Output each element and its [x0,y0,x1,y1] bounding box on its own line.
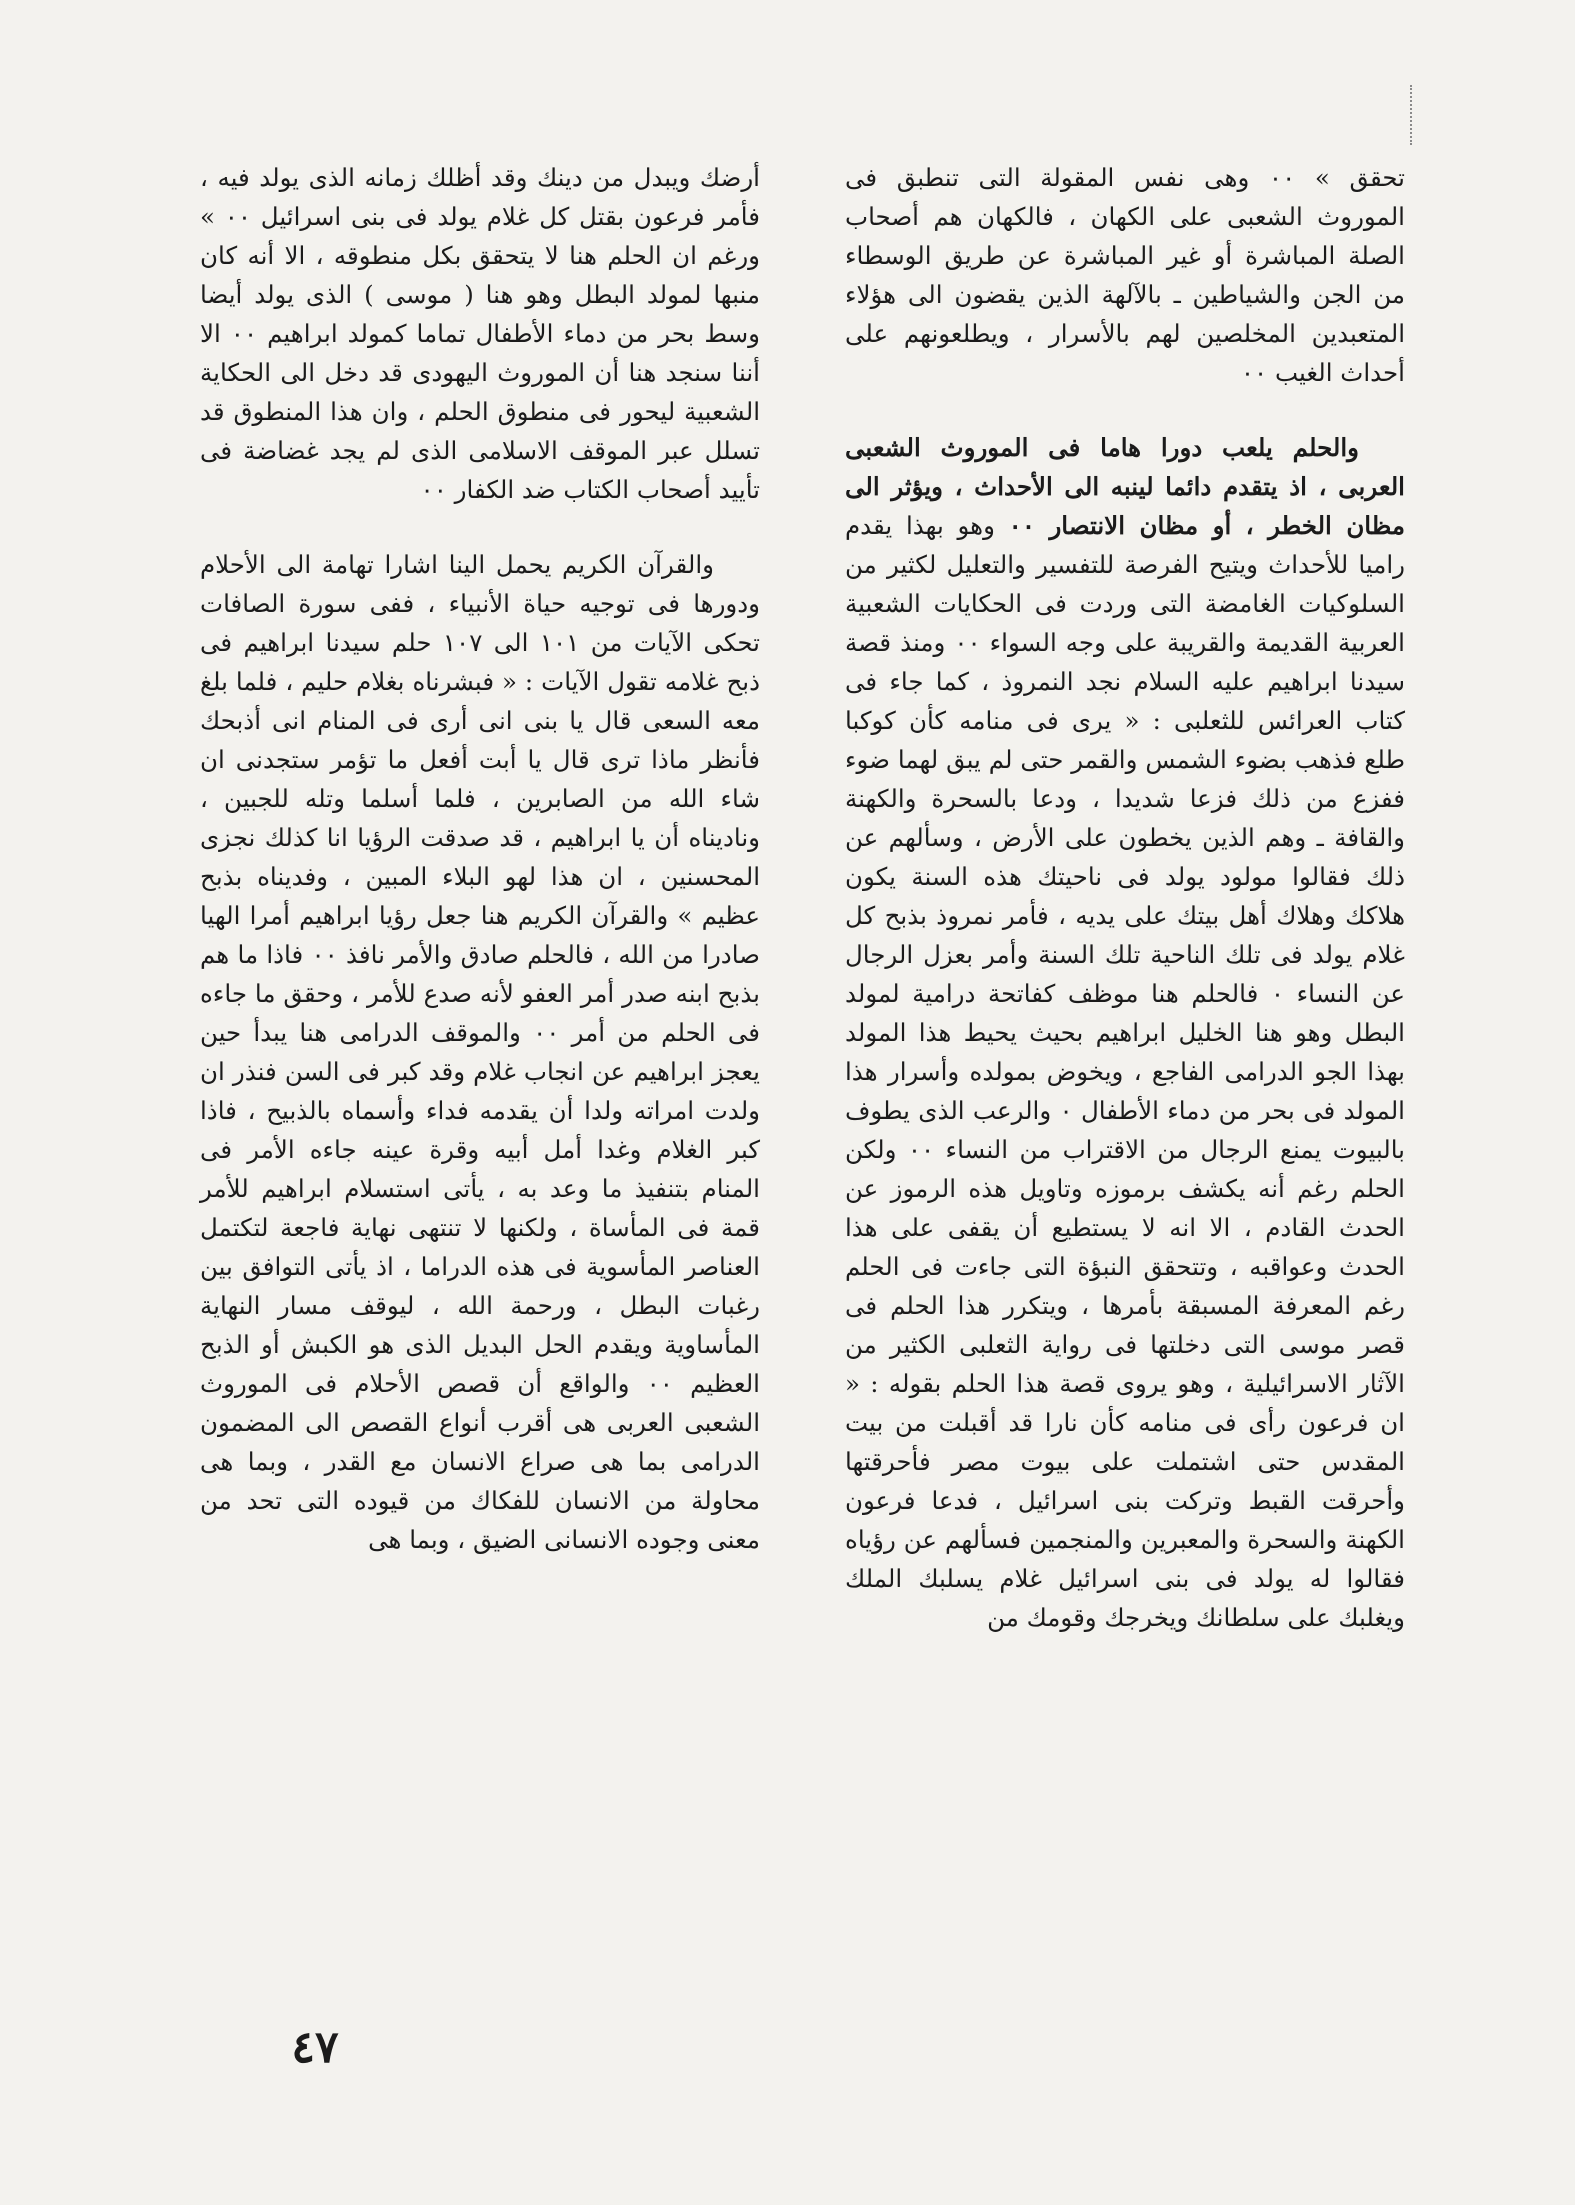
scan-artifact [1410,85,1415,145]
right-paragraph-2-text: وهو بهذا يقدم راميا للأحداث ويتيح الفرصة للتفسير والتعليل لكثير من السلوكيات الغامضة التى وردت فى الحكايات الشعبية العربية القديمة والقريبة على وجه السواء ٠٠ ومنذ قصة سيدنا ابراهيم عليه السلام نجد النمروذ ، كما جاء فى كتاب العرائس للثعلبى : « يرى فى منامه كأن كوكبا طلع فذهب بضوء الشمس والقمر حتى لم يبق لهما ضوء ففزع من ذلك فزعا شديدا ، ودعا بالسحرة والكهنة والقافة ـ وهم الذين يخطون على الأرض ، وسألهم عن ذلك فقالوا مولود يولد فى ناحيتك هذه السنة يكون هلاكك وهلاك أهل بيتك على يديه ، فأمر نمروذ بذبح كل غلام يولد فى تلك الناحية تلك السنة وأمر بعزل الرجال عن النساء ٠ فالحلم هنا موظف كفاتحة درامية لمولد البطل وهو هنا الخليل ابراهيم بحيث يحيط هذا المولد بهذا الجو الدرامى الفاجع ، ويخوض بمولده وأسرار هذا المولد فى بحر من دماء الأطفال ٠ والرعب الذى يطوف بالبيوت يمنع الرجال من الاقتراب من النساء ٠٠ ولكن الحلم رغم أنه يكشف برموزه وتاويل هذه الرموز عن الحدث القادم ، الا انه لا يستطيع أن يقفى على هذا الحدث وعواقبه ، وتتحقق النبؤة التى جاءت فى الحلم رغم المعرفة المسبقة بأمرها ، ويتكرر هذا الحلم فى قصر موسى التى دخلتها فى رواية الثعلبى الكثير من الآثار الاسرائيلية ، وهو يروى قصة هذا الحلم بقوله : « ان فرعون رأى فى منامه كأن نارا قد أقبلت من بيت المقدس حتى اشتملت على بيوت مصر فأحرقتها وأحرقت القبط وتركت بنى اسرائيل ، فدعا فرعون الكهنة والسحرة والمعبرين والمنجمين فسألهم عن رؤياه فقالوا له يولد فى بنى اسرائيل غلام يسلبك الملك ويغلبك على سلطانك ويخرجك وقومك من [845,511,1406,1632]
right-column [845,158,1405,1673]
right-paragraph-2 [845,428,1405,1637]
left-paragraph-1: أرضك ويبدل من دينك وقد أظلك زمانه الذى يولد فيه ، فأمر فرعون بقتل كل غلام يولد فى بنى اسرائيل ٠٠ » ورغم ان الحلم هنا لا يتحقق بكل منطوقه ، الا أنه كان منبها لمولد البطل وهو هنا ( موسى ) الذى يولد أيضا وسط بحر من دماء الأطفال تماما كمولد ابراهيم ٠٠ الا أننا سنجد هنا أن الموروث اليهودى قد دخل الى الحكاية الشعبية ليحور فى منطوق الحلم ، وان هذا المنطوق قد تسلل عبر الموقف الاسلامى الذى لم يجد غضاضة فى تأييد أصحاب الكتاب ضد الكفار ٠٠ [200,163,760,504]
left-column [200,158,760,1595]
right-paragraph-1: تحقق » ٠٠ وهى نفس المقولة التى تنطبق فى الموروث الشعبى على الكهان ، فالكهان هم أصحاب الصلة المباشرة أو غير المباشرة عن طريق الوسطاء من الجن والشياطين ـ بالآلهة الذين يقضون الى هؤلاء المتعبدين المخلصين لهم بالأسرار ، ويطلعونهم على أحداث الغيب ٠٠ [845,163,1405,387]
left-paragraph-2: والقرآن الكريم يحمل الينا اشارا تهامة الى الأحلام ودورها فى توجيه حياة الأنبياء ، ففى سورة الصافات تحكى الآيات من ١٠١ الى ١٠٧ حلم سيدنا ابراهيم فى ذبح غلامه تقول الآيات : « فبشرناه بغلام حليم ، فلما بلغ معه السعى قال يا بنى انى أرى فى المنام انى أذبحك فأنظر ماذا ترى قال يا أبت أفعل ما تؤمر ستجدنى ان شاء الله من الصابرين ، فلما أسلما وتله للجبين ، وناديناه أن يا ابراهيم ، قد صدقت الرؤيا انا كذلك نجزى المحسنين ، ان هذا لهو البلاء المبين ، وفديناه بذبح عظيم » والقرآن الكريم هنا جعل رؤيا ابراهيم أمرا الهيا صادرا من الله ، فالحلم صادق والأمر نافذ ٠٠ فاذا ما هم بذبح ابنه صدر أمر العفو لأنه صدع للأمر ، وحقق ما جاءه فى الحلم من أمر ٠٠ والموقف الدرامى هنا يبدأ حين يعجز ابراهيم عن انجاب غلام وقد كبر فى السن فنذر ان ولدت امراته ولدا أن يقدمه فداء وأسماه بالذبيح ، فاذا كبر الغلام وغدا أمل أبيه وقرة عينه جاءه الأمر فى المنام بتنفيذ ما وعد به ، يأتى استسلام ابراهيم للأمر قمة فى المأساة ، ولكنها لا تنتهى نهاية فاجعة لتكتمل العناصر المأسوية فى هذه الدراما ، اذ يأتى التوافق بين رغبات البطل ، ورحمة الله ، ليوقف مسار النهاية المأساوية ويقدم الحل البديل الذى هو الكبش أو الذبح العظيم ٠٠ والواقع أن قصص الأحلام فى الموروث الشعبى العربى هى أقرب أنواع القصص الى المضمون الدرامى بما هى صراع الانسان مع القدر ، وبما هى محاولة من الانسان للفكاك من قيوده التى تحد من معنى وجوده الانسانى الضيق ، وبما هى [200,550,760,1554]
page-number: ٤٧ [291,2022,339,2073]
right-paragraph-2-bold: والحلم يلعب دورا هاما فى الموروث الشعبى العربى ، اذ يتقدم دائما لينبه الى الأحداث ، ويؤثر الى مظان الخطر ، أو مظان الانتصار ٠٠ [845,433,1405,540]
